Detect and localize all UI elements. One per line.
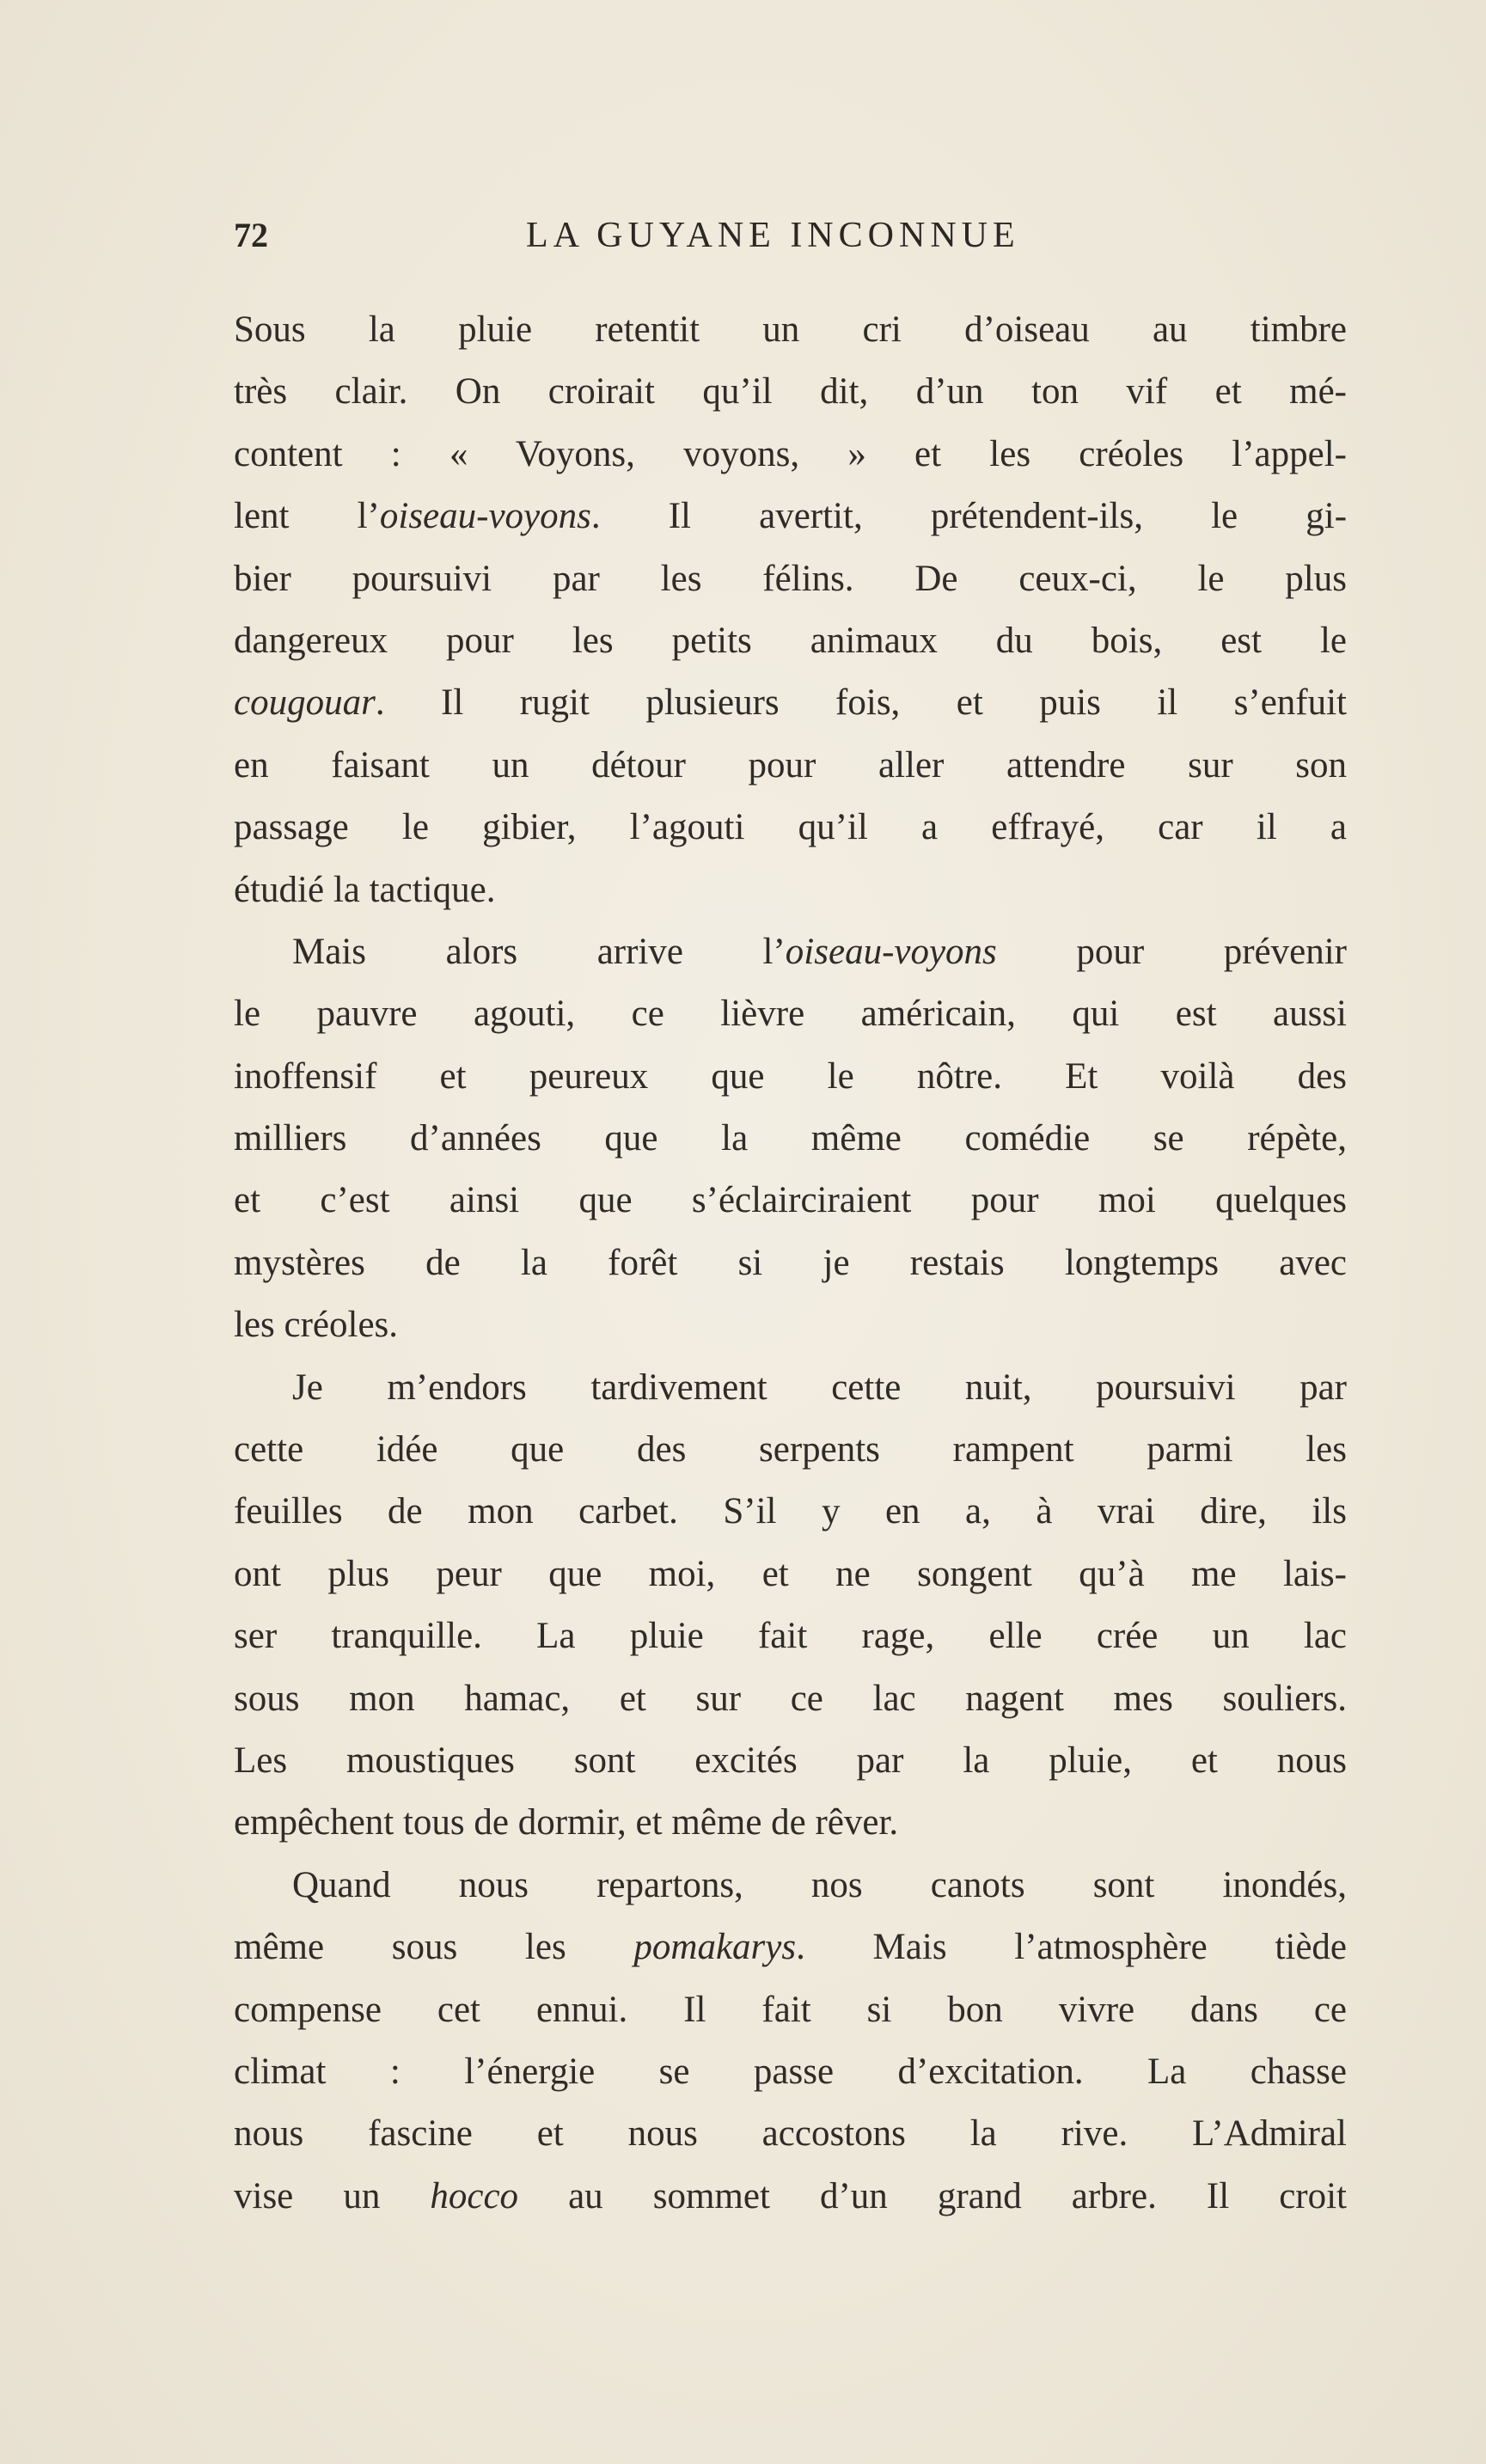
text-line xyxy=(234,548,1347,610)
text-line xyxy=(234,486,1347,547)
text-run: Sous la pluie retentit un cri d’oiseau au timbre xyxy=(234,309,1347,350)
text-line xyxy=(234,672,1347,734)
text-run: les créoles. xyxy=(234,1305,399,1346)
text-run: cette idée que des serpents rampent parmi les xyxy=(234,1429,1347,1470)
italic-term: hocco xyxy=(430,2175,519,2216)
text-run: milliers d’années que la même comédie se répète, xyxy=(234,1118,1347,1159)
text-run: lent l’ xyxy=(234,496,380,537)
text-line xyxy=(234,1481,1347,1543)
text-run: étudié la tactique. xyxy=(234,869,496,910)
italic-term: oiseau-voyons xyxy=(379,496,591,537)
text-line xyxy=(234,1170,1347,1232)
text-run: très clair. On croirait qu’il dit, d’un ton vif et mé- xyxy=(234,371,1347,413)
paragraph xyxy=(234,299,1347,921)
text-line xyxy=(234,299,1347,361)
text-run: même sous les xyxy=(234,1927,634,1968)
italic-term: cougouar xyxy=(234,682,376,724)
text-run: feuilles de mon carbet. S’il y en a, à vrai dire, ils xyxy=(234,1491,1347,1532)
text-line xyxy=(234,1419,1347,1481)
text-line xyxy=(234,1605,1347,1667)
text-run: nous fascine et nous accostons la rive. L’Admiral xyxy=(234,2113,1347,2155)
text-run: . Il avertit, prétendent-ils, le gi- xyxy=(590,496,1348,537)
text-run: compense cet ennui. Il fait si bon vivre dans ce xyxy=(234,1989,1347,2030)
text-run: sous mon hamac, et sur ce lac nagent mes souliers. xyxy=(234,1678,1347,1719)
text-line xyxy=(234,1979,1347,2041)
page-header xyxy=(234,215,1368,266)
text-line xyxy=(234,1855,1347,1917)
running-title: LA GUYANE INCONNUE xyxy=(526,216,1020,255)
text-run: . Il rugit plusieurs fois, et puis il s’enfuit xyxy=(375,682,1347,724)
text-run: dangereux pour les petits animaux du bois, est le xyxy=(234,620,1347,661)
paragraph xyxy=(234,921,1347,1357)
text-line xyxy=(234,361,1347,423)
text-run: passage le gibier, l’agouti qu’il a effrayé, car il a xyxy=(234,807,1347,848)
text-line xyxy=(234,797,1347,859)
text-line xyxy=(234,921,1347,983)
text-run: . Mais l’atmosphère tiède xyxy=(796,1927,1347,1968)
text-run: content : « Voyons, voyons, » et les créoles l’appel- xyxy=(234,433,1347,474)
text-run: vise un xyxy=(234,2175,431,2216)
text-line xyxy=(234,610,1347,672)
text-run: en faisant un détour pour aller attendre sur son xyxy=(234,744,1347,786)
text-line xyxy=(234,1108,1347,1170)
text-line xyxy=(234,424,1347,486)
text-line xyxy=(234,1357,1347,1419)
text-line xyxy=(234,1232,1347,1294)
text-run: pour prévenir xyxy=(996,931,1347,972)
text-run: Les moustiques sont excités par la pluie, et nous xyxy=(234,1739,1347,1781)
text-line xyxy=(234,1294,1347,1356)
text-line xyxy=(234,859,1347,921)
text-line xyxy=(234,1730,1347,1792)
text-line xyxy=(234,1668,1347,1730)
text-run: Je m’endors tardivement cette nuit, poursuivi par xyxy=(292,1367,1347,1408)
text-run: ont plus peur que moi, et ne songent qu’à me lais- xyxy=(234,1553,1347,1594)
text-line xyxy=(234,1917,1347,1978)
text-run: ser tranquille. La pluie fait rage, elle crée un lac xyxy=(234,1616,1347,1657)
text-line xyxy=(234,1792,1347,1854)
text-run: Mais alors arrive l’ xyxy=(292,931,786,972)
paragraph xyxy=(234,1855,1347,2228)
text-line xyxy=(234,2166,1347,2228)
paragraph xyxy=(234,1357,1347,1855)
text-line xyxy=(234,2041,1347,2103)
text-run: mystères de la forêt si je restais longtemps avec xyxy=(234,1242,1347,1283)
body-text xyxy=(234,299,1347,2228)
text-line xyxy=(234,1544,1347,1605)
italic-term: pomakarys xyxy=(633,1927,797,1968)
italic-term: oiseau-voyons xyxy=(785,931,997,972)
text-line xyxy=(234,2103,1347,2165)
text-run: bier poursuivi par les félins. De ceux-ci, le plus xyxy=(234,558,1347,599)
text-line xyxy=(234,983,1347,1045)
text-run: Quand nous repartons, nos canots sont inondés, xyxy=(292,1864,1347,1905)
page-number: 72 xyxy=(234,216,268,254)
text-run: inoffensif et peureux que le nôtre. Et voilà des xyxy=(234,1055,1347,1097)
text-run: et c’est ainsi que s’éclairciraient pour moi quelques xyxy=(234,1180,1347,1221)
text-line xyxy=(234,735,1347,797)
text-run: empêchent tous de dormir, et même de rêver. xyxy=(234,1802,899,1843)
text-run: au sommet d’un grand arbre. Il croit xyxy=(518,2175,1347,2216)
text-run: le pauvre agouti, ce lièvre américain, qui est aussi xyxy=(234,994,1347,1035)
text-line xyxy=(234,1046,1347,1108)
text-run: climat : l’énergie se passe d’excitation. La chasse xyxy=(234,2051,1347,2092)
